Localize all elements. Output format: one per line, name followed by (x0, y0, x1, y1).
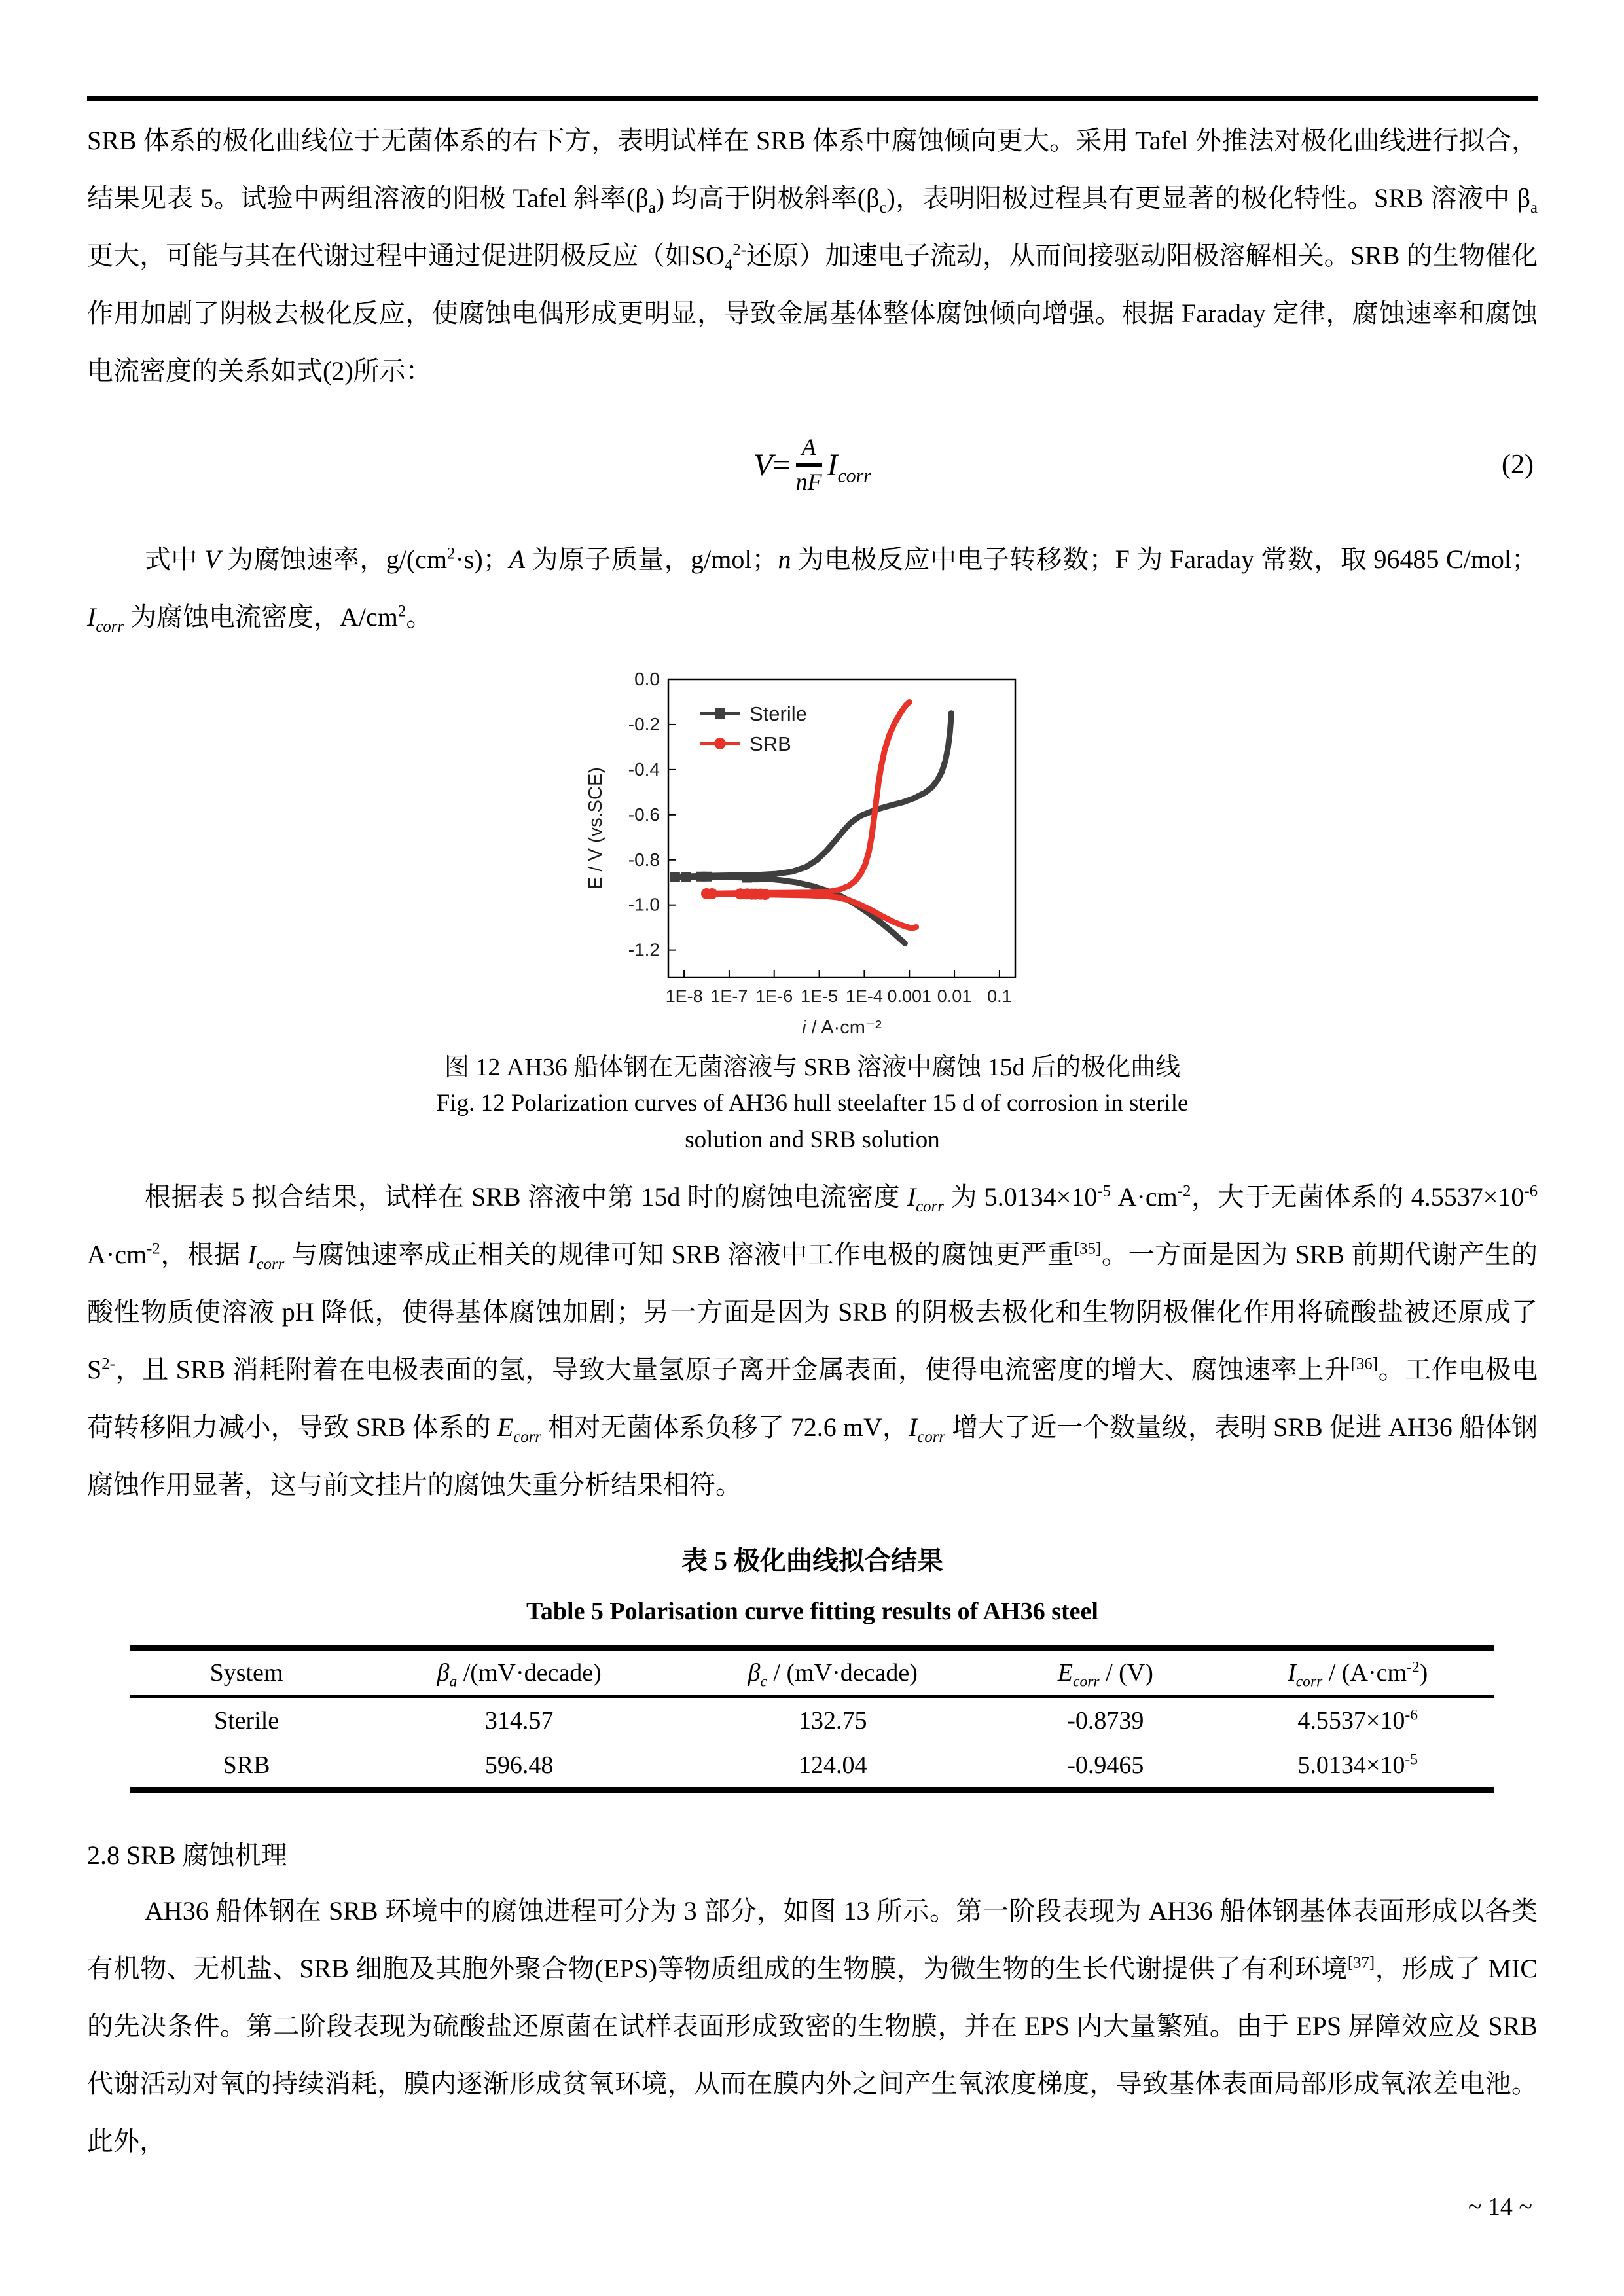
table-header-icorr: $I_{corr} / (A\cdot cm^{-2})$ (1288, 1659, 1428, 1691)
cell-sterile-system: Sterile (213, 1707, 280, 1734)
figure-caption-en (87, 1085, 1538, 1158)
chart-x-axis-label: i / A·cm⁻² (802, 1017, 882, 1038)
table-header-beta-c: $\beta_c$ / (mV·decade) (748, 1659, 918, 1691)
table-header-row (130, 1648, 1494, 1697)
fraction-numerator: A (801, 434, 816, 461)
svg-text:1E-6: 1E-6 (755, 986, 793, 1006)
figure-caption-en-line1: Fig. 12 Polarization curves of AH36 hull steelafter 15 d of corrosion in sterile (436, 1090, 1189, 1117)
svg-text:1E-5: 1E-5 (801, 986, 839, 1006)
svg-text:-1.2: -1.2 (628, 939, 660, 960)
svg-text:0.0: 0.0 (634, 669, 660, 689)
equation-lhs-variable: V (753, 447, 773, 482)
equation-number: (2) (1502, 450, 1534, 480)
svg-text:-0.8: -0.8 (628, 849, 660, 870)
figure-12-polarization-chart (87, 663, 1538, 1043)
cell-sterile-ecorr: -0.8739 (1067, 1707, 1144, 1734)
figure-caption-en-line2: solution and SRB solution (685, 1126, 940, 1153)
cell-sterile-beta-c: 132.75 (798, 1707, 867, 1734)
table-5-fitting-results (130, 1645, 1494, 1793)
paragraph-symbol-definitions: 式中 V 为腐蚀速率，$g/(cm^2\cdot s)$；A 为原子质量，g/mol；n 为电极反应中电子转移数；F 为 Faraday 常数，取 96485 C/mol；$I_{corr}$ 为腐蚀电流密度，$A/cm^2$。 (87, 545, 1538, 636)
cell-srb-beta-a: 596.48 (484, 1751, 554, 1779)
svg-text:-0.4: -0.4 (628, 759, 660, 780)
table-header-ecorr: $E_{corr} / (V)$ (1057, 1659, 1153, 1691)
table-header-beta-a: $\beta_a$ /(mV·decade) (437, 1659, 602, 1691)
section-heading-2-8: 2.8 SRB 腐蚀机理 (87, 1840, 287, 1870)
cell-srb-ecorr: -0.9465 (1067, 1751, 1144, 1779)
equation-equals-sign: = (772, 447, 791, 482)
svg-text:0.1: 0.1 (987, 986, 1012, 1006)
equation-rhs (827, 447, 871, 487)
paragraph-corrosion-mechanism: AH36 船体钢在 SRB 环境中的腐蚀进程可分为 3 部分，如图 13 所示。第一阶段表现为 AH36 船体钢基体表面形成以各类有机物、无机盐、SRB 细胞及其胞外聚合物(EPS)等物质组成的生物膜，为微生物的生长代谢提供了有利环境[37]，形成了 MIC 的先决条件。第二阶段表现为硫酸盐还原菌在试样表面形成致密的生物膜，并在 EPS 内大量繁殖。由于 EPS 屏障效应及 SRB 代谢活动对氧的持续消耗，膜内逐渐形成贫氧环境，从而在膜内外之间产生氧浓度梯度，导致基体表面局部形成氧浓差电池。此外， (87, 1896, 1538, 2156)
svg-text:0.001: 0.001 (887, 986, 932, 1006)
cell-srb-system: SRB (223, 1751, 270, 1779)
cell-srb-icorr: $5.0134\times 10^{-5}$ (1297, 1751, 1418, 1779)
equation-rhs-base: I (827, 447, 838, 482)
header-rule (87, 96, 1538, 101)
table-header-system: System (209, 1659, 283, 1687)
table-caption-en: Table 5 Polarisation curve fitting results of AH36 steel (526, 1598, 1098, 1625)
svg-text:-1.0: -1.0 (628, 894, 660, 915)
cell-sterile-icorr: $4.5537\times 10^{-6}$ (1297, 1706, 1418, 1734)
figure-caption-zh: 图 12 AH36 船体钢在无菌溶液与 SRB 溶液中腐蚀 15d 后的极化曲线 (444, 1054, 1181, 1081)
cell-srb-beta-c: 124.04 (798, 1751, 867, 1779)
paragraph-tafel-analysis: SRB 体系的极化曲线位于无菌体系的右下方，表明试样在 SRB 体系中腐蚀倾向更大。采用 Tafel 外推法对极化曲线进行拟合，结果见表 5。试验中两组溶液的阳极 Tafel 斜率$(\beta_a)$ 均高于阴极斜率$(\beta_c)$，表明阳极过程具有更显著的极化特性。SRB 溶液中 $\beta_a$ 更大，可能与其在代谢过程中通过促进阴极反应（如$SO_4^{2-}$还原）加速电子流动，从而间接驱动阳极溶解相关。SRB 的生物催化作用加剧了阴极去极化反应，使腐蚀电偶形成更明显，导致金属基体整体腐蚀倾向增强。根据 Faraday 定律，腐蚀速率和腐蚀电流密度的关系如式(2)所示： (87, 126, 1538, 386)
svg-text:1E-7: 1E-7 (710, 986, 748, 1006)
svg-text:1E-8: 1E-8 (665, 986, 703, 1006)
equation-2 (87, 409, 1538, 520)
paragraph-fitting-discussion: 根据表 5 拟合结果，试样在 SRB 溶液中第 15d 时的腐蚀电流密度 $I_{corr}$ 为 $5.0134\times 10^{-5}$ $A\cdot cm^{-2}$，大于无菌体系的 $4.5537\times 10^{-6}$ $A\cdot cm^{-2}$，根据 $I_{corr}$ 与腐蚀速率成正相关的规律可知 SRB 溶液中工作电极的腐蚀更严重[35]。一方面是因为 SRB 前期代谢产生的酸性物质使溶液 pH 降低，使得基体腐蚀加剧；另一方面是因为 SRB 的阴极去极化和生物阴极催化作用将硫酸盐被还原成了 $S^{2-}$，且 SRB 消耗附着在电极表面的氢，导致大量氢原子离开金属表面，使得电流密度的增大、腐蚀速率上升[36]。工作电极电荷转移阻力减小，导致 SRB 体系的 $E_{corr}$ 相对无菌体系负移了 72.6 mV，$I_{corr}$ 增大了近一个数量级，表明 SRB 促进 AH36 船体钢腐蚀作用显著，这与前文挂片的腐蚀失重分析结果相符。 (87, 1182, 1538, 1499)
equation-rhs-subscript: corr (837, 465, 871, 487)
fraction-bar (796, 463, 822, 467)
svg-text:1E-4: 1E-4 (845, 986, 883, 1006)
chart-y-axis-label: E / V (vs.SCE) (585, 767, 606, 889)
table-row-sterile (130, 1697, 1494, 1744)
polarization-curves-chart (583, 663, 1041, 1039)
fraction-denominator: nF (795, 468, 822, 495)
chart-legend (700, 702, 807, 755)
page-number: ~ 14 ~ (1468, 2193, 1532, 2221)
svg-text:-0.2: -0.2 (628, 713, 660, 734)
svg-text:-0.6: -0.6 (628, 804, 660, 825)
page-content (87, 0, 1538, 2170)
cell-sterile-beta-a: 314.57 (484, 1707, 554, 1734)
table-caption-zh: 表 5 极化曲线拟合结果 (681, 1546, 943, 1575)
svg-text:0.01: 0.01 (937, 986, 972, 1006)
chart-series-srb (701, 702, 916, 929)
table-row-srb (130, 1743, 1494, 1790)
chart-series-sterile (670, 713, 951, 944)
svg-text:Sterile: Sterile (749, 702, 807, 725)
svg-text:SRB: SRB (749, 732, 791, 755)
equation-fraction (796, 434, 822, 495)
